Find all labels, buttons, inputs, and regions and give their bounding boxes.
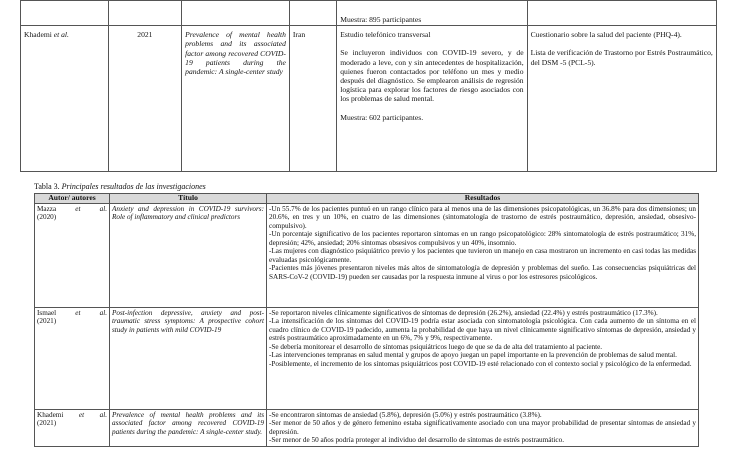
design-cell: Estudio telefónico transversal Se incluyeron individuos con COVID-19 severo, y de moderado a leve, con y sin antecedentes de hospitalización, quienes fueron contactados por teléfono un mes y medio después del diagnóstico. Se emplearon análisis de regresión logística para explorar los factores de riesgo asociados con los problemas de salud mental. Muestra: 602 participantes. <box>337 26 527 172</box>
table-caption: Tabla 3. Principales resultados de las investigaciones <box>34 182 206 191</box>
header-author: Autor/ autores <box>35 194 110 204</box>
results-cell: -Se encontraron síntomas de ansiedad (5.8%), depresión (5.0%) y estrés postraumático (3.8%). -Ser menor de 50 años y de género femenino estaba significativamente asociado con una mayor probabilidad de presentar síntomas de ansiedad y depresión. -Ser menor de 50 años podría proteger al individuo del desarrollo de síntomas de estrés postraumático. <box>267 409 699 446</box>
results-cell: -Se reportaron niveles clínicamente significativos de síntomas de depresión (26.2%), ansiedad (22.4%) y estrés postraumático (17.3%). -La intensificación de los síntomas del COVID-19 podría estar asociada con sintomatología psicológica. Con cada aumento de un síntoma en el cuadro clínico de COVID-19 padecido, aumenta la probabilidad de que haya un nivel clínicamente significativo síntomas de depresión, ansiedad y estrés postraumático aproximadamente en un 6%, 7% y 9%, respectivamente. -Se debería monitorear el desarrollo de síntomas psiquiátricos luego de que se da de alta del tratamiento al paciente. -Las intervenciones tempranas en salud mental y grupos de apoyo juegan un papel importante en la prevención de problemas de salud mental. -Posiblemente, el incremento de los síntomas psiquiátricos post COVID-19 esté relacionado con el contexto social y psicológico de la enfermedad. <box>267 307 699 409</box>
author-cell: Khademi et al. <box>21 26 109 172</box>
table-row <box>35 307 699 409</box>
results-table <box>34 193 699 447</box>
table-row <box>35 203 699 307</box>
author-cell: Ismael et al. (2021) <box>35 307 110 409</box>
sample-text: Muestra: 895 participantes <box>340 15 422 24</box>
year-cell: 2021 <box>108 26 182 172</box>
title-cell: Anxiety and depression in COVID-19 survivors: Role of inflammatory and clinical predictors <box>110 203 267 307</box>
author-cell: Khademi et al. (2021) <box>35 409 110 446</box>
results-cell: -Un 55.7% de los pacientes puntuó en un rango clínico para al menos una de las dimensiones psicopatológicas, un 36.8% para dos dimensiones; un 20.6%, en tres y un 10%, en cuatro de las dimensiones (sintomatología de trastorno de estrés postraumático, depresión, ansiedad, obsesivo-compulsivo). -Un porcentaje significativo de los pacientes reportaron síntomas en un rango psicopatológico: 28% sintomatología de estrés postraumático; 31%, depresión; 42%, ansiedad; 20% síntomas obsesivos compulsivos y un 40%, insomnio. -Las mujeres con diagnóstico psiquiátrico previo y los pacientes que tuvieron un manejo en casa mostraron un incremento en casi todas las medidas evaluadas psicológicamente. -Pacientes más jóvenes presentaron niveles más altos de sintomatología de depresión y problemas del sueño. Las consecuencias psiquiátricas del SARS-CoV-2 (COVID-19) pueden ser causadas por la respuesta inmune al virus o por los estresores psicológicos. <box>267 203 699 307</box>
title-cell: Prevalence of mental health problems and its associated factor among recovered COVID-19 patients during the pandemic: A single-center study. <box>110 409 267 446</box>
table-row <box>35 409 699 446</box>
country-cell: Iran <box>289 26 336 172</box>
title-cell: Post-infection depressive, anxiety and post-traumatic stress symptoms: A prospective cohort study in patients with mild COVID-19 <box>110 307 267 409</box>
header-results: Resultados <box>267 194 699 204</box>
table-row <box>21 1 717 26</box>
instruments-cell: Cuestionario sobre la salud del paciente (PHQ-4). Lista de verificación de Trastorno por Estrés Postraumático, del DSM -5 (PCL-5). <box>527 26 716 172</box>
title-cell: Prevalence of mental health problems and its associated factor among recovered COVID-19 patients during the pandemic: A single-center study <box>182 26 290 172</box>
study-characteristics-table <box>20 0 717 172</box>
author-cell: Mazza et al. (2020) <box>35 203 110 307</box>
table-row <box>21 26 717 172</box>
header-title: Título <box>110 194 267 204</box>
header-row <box>35 194 699 204</box>
